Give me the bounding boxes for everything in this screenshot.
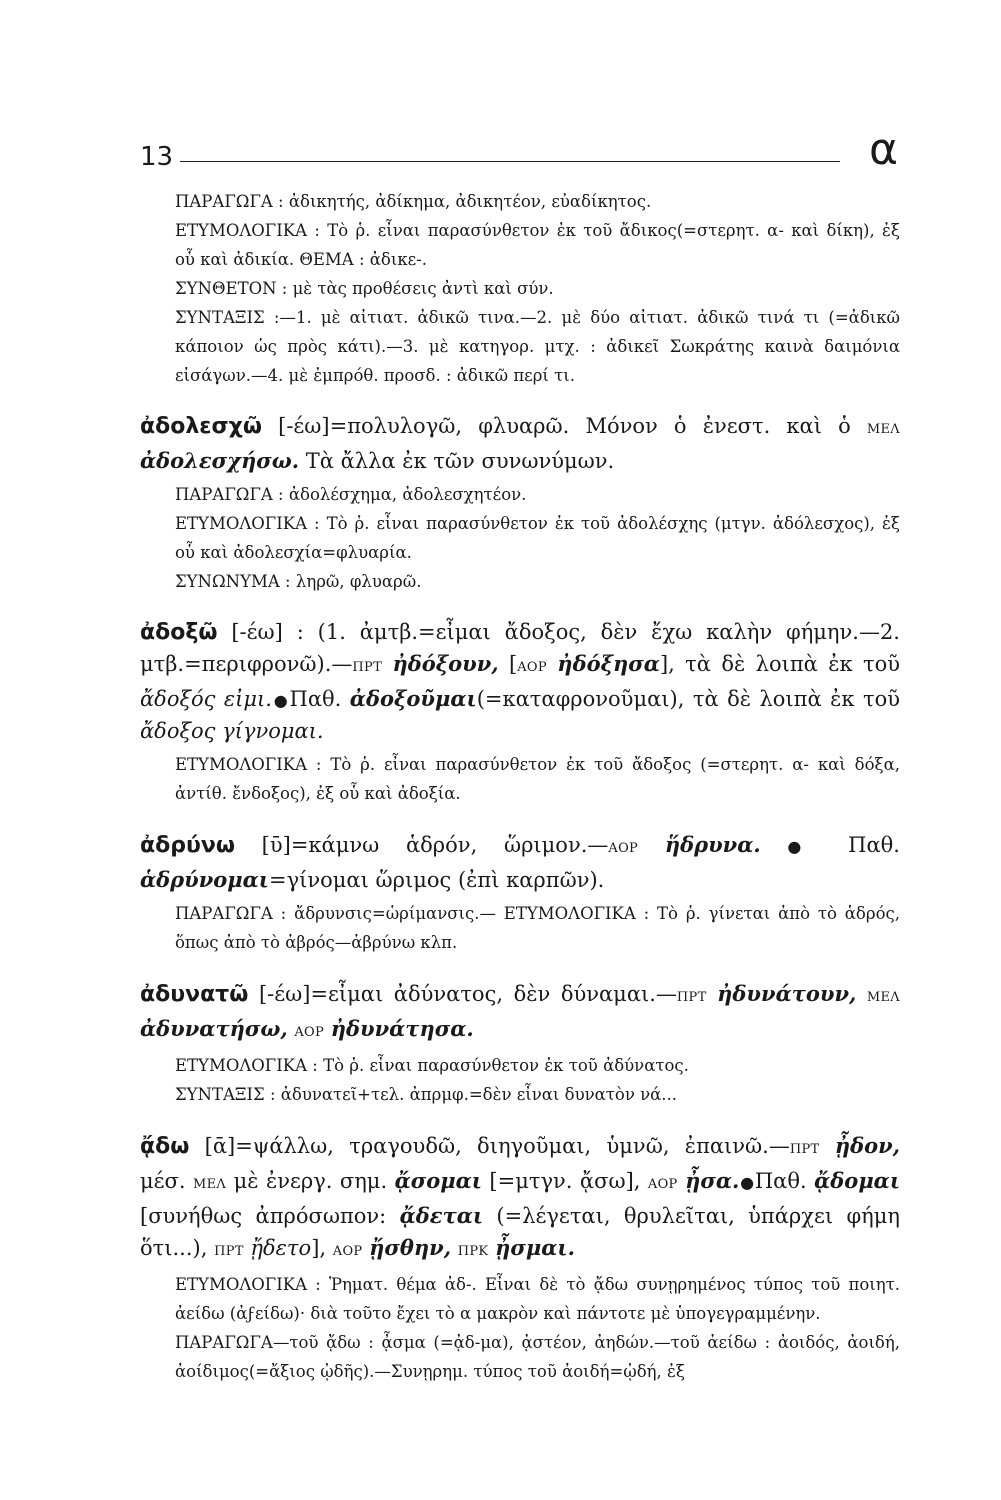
- definition-text: =ψάλλω, τραγουδῶ, διηγοῦμαι, ὑμνῶ, ἐπαινῶ.—: [235, 1134, 790, 1158]
- definition-text: (=καταφρονοῦμαι), τὰ δὲ λοιπὰ ἐκ τοῦ: [476, 687, 900, 711]
- tense-abbr: ΜΕΛ: [866, 990, 900, 1005]
- voice-label: Παθ.: [289, 687, 342, 711]
- definition-text: [συνήθως ἀπρόσωπον:: [140, 1204, 387, 1228]
- inflected-form: ᾔσθην,: [369, 1235, 452, 1260]
- passive-marker-icon: ●: [787, 837, 822, 856]
- entry-line: ΕΤΥΜΟΛΟΓΙΚΑ : Τὸ ῥ. εἶναι παρασύνθετον ἐκ τοῦ ἀδολέσχης (μτγν. ἀδόλεσχος), ἐξ οὗ καὶ ἀδολεσχία=φλυαρία.: [175, 514, 900, 562]
- entry-line: ΣΥΝΩΝΥΜΑ : ληρῶ, φλυαρῶ.: [175, 572, 422, 591]
- entry-line: ΠΑΡΑΓΩΓΑ : ἀδολέσχημα, ἀδολεσχητέον.: [175, 485, 527, 504]
- entry-definition: [140, 411, 900, 477]
- inflected-form: ᾖσα.: [685, 1168, 740, 1193]
- stem-bracket: [-έω]: [231, 620, 283, 644]
- tense-abbr: ΠΡΤ: [352, 660, 383, 675]
- inflected-form: ᾖδον,: [834, 1133, 900, 1158]
- definition-text: [=μτγν. ᾄσω],: [489, 1169, 641, 1193]
- tense-abbr: ΑΟΡ: [332, 1244, 363, 1259]
- inflected-form: ᾄδομαι: [814, 1168, 901, 1193]
- definition-text: =πολυλογῶ, φλυαρῶ. Μόνον ὁ ἐνεστ. καὶ ὁ: [329, 414, 851, 438]
- definition-text: ],: [311, 1236, 327, 1260]
- section-letter: α: [868, 124, 898, 175]
- definition-text: =κάμνω ἁδρόν, ὥριμον.—: [290, 833, 609, 857]
- definition-text: μὲ ἐνεργ. σημ.: [233, 1169, 388, 1193]
- entry-adoleschō: [140, 411, 900, 596]
- entry-line: ΣΥΝΤΑΞΙΣ : ἀδυνατεῖ+τελ. ἀπρμφ.=δὲν εἶναι δυνατὸν νά...: [175, 1085, 678, 1104]
- inflected-form: ἁδρύνομαι: [140, 867, 269, 892]
- italic-phrase: ἄδοξος γίγνομαι.: [140, 719, 324, 743]
- entry-line: ΕΤΥΜΟΛΟΓΙΚΑ : Τὸ ῥ. εἶναι παρασύνθετον ἐκ τοῦ ἀδύνατος.: [175, 1056, 689, 1075]
- tense-abbr: ΠΡΚ: [457, 1244, 489, 1259]
- headword: ᾄδω: [140, 1134, 190, 1159]
- stem-bracket: [ᾱ]: [204, 1134, 236, 1158]
- inflected-form: ἥδρυνα.: [664, 832, 761, 857]
- entry-definition: [140, 829, 900, 896]
- header-rule: [180, 161, 840, 162]
- entry-adoxō: [140, 617, 900, 808]
- entry-definition: [140, 978, 900, 1048]
- entries: [140, 184, 900, 1386]
- stem-bracket: [ῡ]: [261, 833, 291, 857]
- entry-line: ΕΤΥΜΟΛΟΓΙΚΑ : Τὸ ῥ. εἶναι παρασύνθετον ἐκ τοῦ ἄδοξος (=στερητ. α- καὶ δόξα, ἀντίθ. ἔνδοξος), ἐξ οὗ καὶ ἀδοξία.: [175, 755, 900, 803]
- tense-abbr: ΑΟΡ: [517, 660, 547, 675]
- headword: ἀδυνατῶ: [140, 982, 249, 1007]
- definition-text: Τὰ ἄλλα ἐκ τῶν συνωνύμων.: [305, 449, 615, 473]
- definition-text: (=λέγεται, θρυλεῖται, ὑπάρχει φήμη ὅτι...),: [140, 1204, 900, 1260]
- inflected-form: ᾄσομαι: [394, 1168, 482, 1193]
- inflected-form: ἠδυνάτησα.: [330, 1016, 474, 1041]
- definition-text: =γίνομαι ὥριμος (ἐπὶ καρπῶν).: [268, 868, 605, 892]
- tense-abbr: ΠΡΤ: [214, 1244, 244, 1259]
- inflected-form: ἀδοξοῦμαι: [349, 686, 477, 711]
- inflected-form: ἠδόξησα: [557, 651, 660, 676]
- definition-text: ], τὰ δὲ λοιπὰ ἐκ τοῦ: [659, 652, 900, 676]
- headword: ἀδολεσχῶ: [140, 414, 262, 439]
- entry-line: ΠΑΡΑΓΩΓΑ : ἀδικητής, ἀδίκημα, ἀδικητέον, εὐαδίκητος.: [175, 192, 652, 211]
- passive-marker-icon: ●: [271, 691, 290, 710]
- headword: ἀδρύνω: [140, 833, 235, 858]
- voice-label: Παθ.: [754, 1169, 807, 1193]
- passive-marker-icon: ●: [739, 1173, 755, 1192]
- inflected-form: ἠδυνάτουν,: [717, 981, 857, 1006]
- entry-line: ΠΑΡΑΓΩΓΑ—τοῦ ᾄδω : ᾆσμα (=ᾀδ-μα), ᾀστέον, ἀηδών.—τοῦ ἀείδω : ἀοιδός, ἀοιδή, ἀοίδιμος(=ἄξιος ᾠδῆς).—Συνῃρημ. τύπος τοῦ ἀοιδή=ᾠδή, ἐξ: [175, 1333, 900, 1381]
- entry-line: ΠΑΡΑΓΩΓΑ : ἄδρυνσις=ὡρίμανσις.— ΕΤΥΜΟΛΟΓΙΚΑ : Τὸ ῥ. γίνεται ἀπὸ τὸ ἁδρός, ὅπως ἀπὸ τὸ ἁβρός—ἁβρύνω κλπ.: [175, 904, 900, 952]
- entry-definition: ἀδοξῶ [-έω] : (1. ἀμτβ.=εἶμαι ἄδοξος, δὲν ἔχω καλὴν φήμην.—2. μτβ.=περιφρονῶ).—ΠΡΤ ἠδόξουν, [ΑΟΡ ἠδόξησα], τὰ δὲ λοιπὰ ἐκ τοῦ ἄδοξός εἰμι.●Παθ. ἀδοξοῦμαι(=καταφρονοῦμαι), τὰ δὲ λοιπὰ ἐκ τοῦ ἄδοξος γίγνομαι.: [140, 620, 900, 743]
- tense-abbr: ΠΡΤ: [676, 990, 707, 1005]
- entry-line: ΕΤΥΜΟΛΟΓΙΚΑ : Ῥηματ. θέμα ἀδ-. Εἶναι δὲ τὸ ᾄδω συνῃρημένος τύπος τοῦ ποιητ. ἀείδω (ἀϝείδω)· διὰ τοῦτο ἔχει τὸ α μακρὸν καὶ πάντοτε μὲ ὑπογεγραμμένην.: [175, 1275, 900, 1323]
- stem-bracket: [-έω]: [258, 982, 311, 1006]
- tense-abbr: ΑΟΡ: [608, 841, 639, 856]
- definition-text: =εἶμαι ἀδύνατος, δὲν δύναμαι.—: [310, 982, 677, 1006]
- entry-line: ΣΥΝΤΑΞΙΣ :—1. μὲ αἰτιατ. ἀδικῶ τινα.—2. μὲ δύο αἰτιατ. ἀδικῶ τινά τι (=ἀδικῶ κάποιον ὡς πρὸς κάτι).—3. μὲ κατηγορ. μτχ. : ἀδικεῖ Σωκράτης καινὰ δαιμόνια εἰσάγων.—4. μὲ ἐμπρόθ. προσδ. : ἀδικῶ περί τι.: [175, 308, 900, 385]
- entry-continuation: [140, 187, 900, 390]
- inflected-form: ᾖσμαι.: [495, 1235, 575, 1260]
- page-header: [140, 124, 900, 182]
- italic-phrase: ᾔδετο: [250, 1236, 312, 1260]
- inflected-form: ἀδυνατήσω,: [140, 1016, 288, 1041]
- italic-phrase: ἄδοξός εἰμι.: [140, 687, 272, 711]
- entry-line: ΕΤΥΜΟΛΟΓΙΚΑ : Τὸ ῥ. εἶναι παρασύνθετον ἐκ τοῦ ἄδικος(=στερητ. α- καὶ δίκη), ἐξ οὗ καὶ ἀδικία. ΘΕΜΑ : ἀδικε-.: [175, 221, 900, 269]
- inflected-form: ἀδολεσχήσω.: [140, 448, 300, 473]
- tense-abbr: ΠΡΤ: [789, 1142, 820, 1157]
- tense-abbr: ΜΕΛ: [193, 1177, 227, 1192]
- definition-text: : (1. ἀμτβ.=εἶμαι ἄδοξος, δὲν ἔχω καλὴν φήμην.—2. μτβ.=περιφρονῶ).—: [140, 620, 900, 676]
- entry-adrynō: [140, 829, 900, 957]
- stem-bracket: [-έω]: [278, 414, 330, 438]
- page-number: 13: [140, 142, 174, 172]
- entry-line: ΣΥΝΘΕΤΟΝ : μὲ τὰς προθέσεις ἀντὶ καὶ σύν.: [175, 279, 554, 298]
- tense-abbr: ΑΟΡ: [294, 1025, 325, 1040]
- tense-abbr: ΑΟΡ: [647, 1177, 678, 1192]
- headword: ἀδοξῶ: [140, 620, 218, 645]
- entry-adynatō: [140, 978, 900, 1109]
- entry-adō: [140, 1130, 900, 1386]
- voice-label: Παθ.: [848, 833, 900, 857]
- inflected-form: ᾄδεται: [399, 1203, 484, 1228]
- entry-definition: [140, 1130, 900, 1267]
- inflected-form: ἠδόξουν,: [392, 651, 499, 676]
- tense-abbr: ΜΕΛ: [866, 422, 900, 437]
- definition-text: μέσ.: [140, 1169, 186, 1193]
